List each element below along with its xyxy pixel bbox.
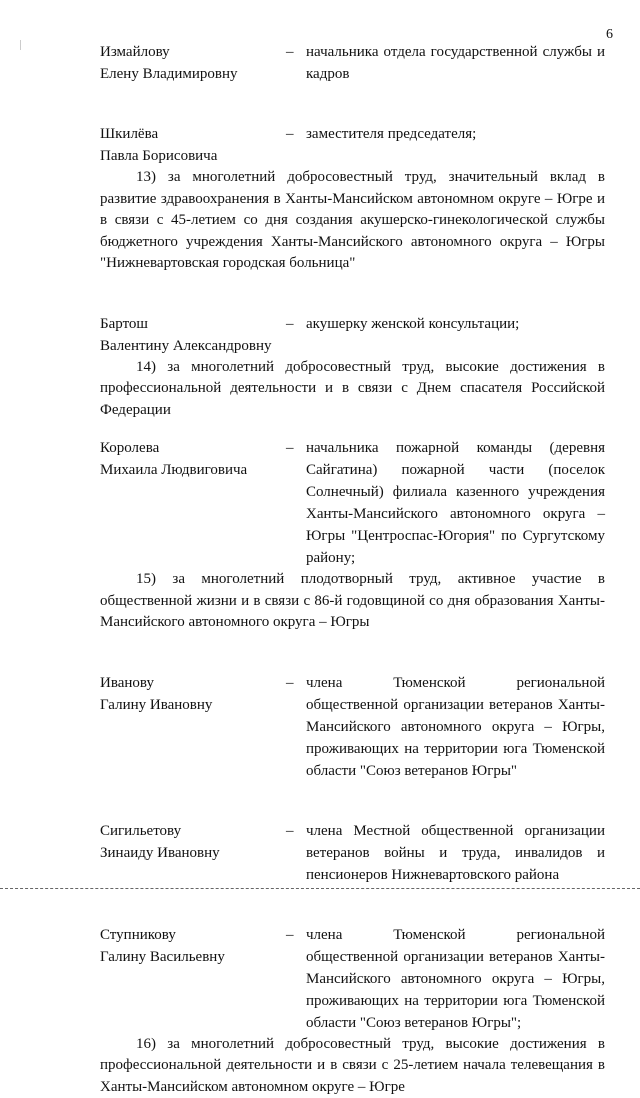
recipient-name: [100, 123, 286, 167]
name-line: Павла Борисовича: [100, 145, 286, 167]
recipient-position: начальника пожарной команды (деревня Сайгатина) пожарной части (поселок Солнечный) филиала казенного учреждения Ханты-Мансийского автономного округа – Югры "Центроспас-Югория" по Сургутскому району;: [306, 437, 605, 569]
recipient-position: члена Тюменской региональной общественной организации ветеранов Ханты-Мансийского автономного округа – Югры, проживающих на территории юга Тюменской области "Союз ветеранов Югры": [306, 672, 605, 782]
document-body: [100, 41, 605, 1098]
recipient-position: начальника отдела государственной службы и кадров: [306, 41, 605, 85]
paragraph: 16) за многолетний добросовестный труд, высокие достижения в профессиональной деятельности и в связи с 25-летием начала телевещания в Ханты-Мансийском автономном округе – Югре: [100, 1034, 605, 1098]
award-entry: [100, 820, 605, 886]
paragraph: 13) за многолетний добросовестный труд, значительный вклад в развитие здравоохранения в Ханты-Мансийском автономном округе – Югре и в связи с 45-летием со дня создания акушерско-гинекологической службы бюджетного учреждения Ханты-Мансийского автономного округа – Югры "Нижневартовская городская больница": [100, 167, 605, 275]
paragraph: 15) за многолетний плодотворный труд, активное участие в общественной жизни и в связи с 86-й годовщиной со дня образования Ханты-Мансийского автономного округа – Югры: [100, 569, 605, 634]
recipient-position: члена Тюменской региональной общественной организации ветеранов Ханты-Мансийского автономного округа – Югры, проживающих на территории юга Тюменской области "Союз ветеранов Югры";: [306, 924, 605, 1034]
name-line: Галину Васильевну: [100, 946, 286, 968]
recipient-name: [100, 820, 286, 886]
recipient-name: [100, 437, 286, 569]
name-line: Михаила Людвиговича: [100, 459, 286, 481]
dash: –: [286, 41, 306, 85]
paragraph: 14) за многолетний добросовестный труд, высокие достижения в профессиональной деятельности и в связи с Днем спасателя Российской Федерации: [100, 357, 605, 422]
recipient-position: акушерку женской консультации;: [306, 313, 605, 357]
dash: –: [286, 313, 306, 357]
name-line: Измайлову: [100, 41, 286, 63]
name-line: Королева: [100, 437, 286, 459]
name-line: Сигильетову: [100, 820, 286, 842]
award-entry: [100, 672, 605, 782]
award-entry: [100, 41, 605, 85]
name-line: Бартош: [100, 313, 286, 335]
dash: –: [286, 437, 306, 569]
award-entry: [100, 313, 605, 357]
name-line: Ступникову: [100, 924, 286, 946]
award-entry: [100, 123, 605, 167]
recipient-name: [100, 313, 286, 357]
award-entry: [100, 924, 605, 1034]
dash: –: [286, 672, 306, 782]
spacer: [100, 634, 605, 672]
dash: –: [286, 123, 306, 167]
name-line: Зинаиду Ивановну: [100, 842, 286, 864]
dash: –: [286, 924, 306, 1034]
name-line: Иванову: [100, 672, 286, 694]
award-entry: [100, 437, 605, 569]
dash: –: [286, 820, 306, 886]
recipient-position: члена Местной общественной организации ветеранов войны и труда, инвалидов и пенсионеров Нижневартовского района: [306, 820, 605, 886]
page-number: 6: [606, 26, 613, 44]
spacer: [100, 421, 605, 437]
recipient-position: заместителя председателя;: [306, 123, 605, 167]
recipient-name: [100, 41, 286, 85]
recipient-name: [100, 672, 286, 782]
recipient-name: [100, 924, 286, 1034]
spacer: [100, 782, 605, 820]
spacer: [100, 85, 605, 123]
name-line: Елену Владимировну: [100, 63, 286, 85]
name-line: Валентину Александровну: [100, 335, 286, 357]
scan-margin-mark: [20, 40, 21, 50]
name-line: Шкилёва: [100, 123, 286, 145]
spacer: [100, 275, 605, 313]
footer-divider: [0, 888, 640, 889]
name-line: Галину Ивановну: [100, 694, 286, 716]
